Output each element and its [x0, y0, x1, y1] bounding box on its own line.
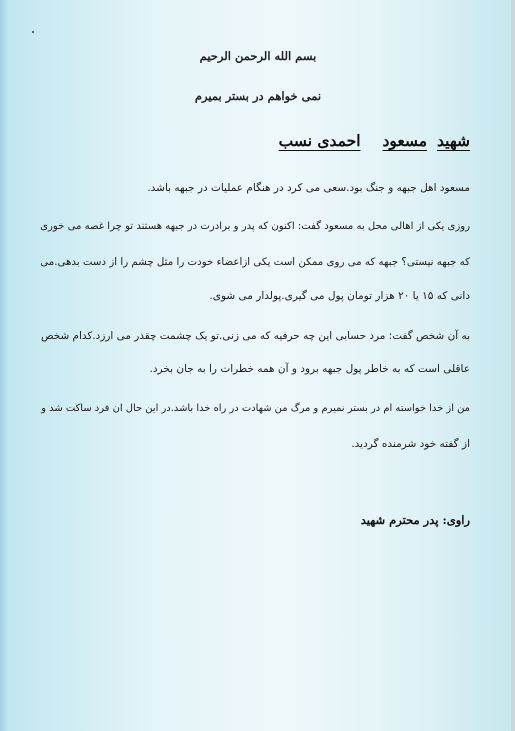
martyr-name-title [279, 131, 470, 150]
paragraph-1-line-1: مسعود اهل جبهه و جنگ بود.سعی می کرد در هنگام عملیات در جبهه باشد. [147, 182, 470, 194]
paragraph-2-line-3: دانی که ۱۵ یا ۲۰ هزار تومان پول می گیری.پولدار می شوی. [209, 290, 470, 302]
scan-edge-left [0, 0, 8, 731]
paragraph-4-line-1: من از خدا خواسته ام در بستر نمیرم و مرگ من شهادت در راه خدا باشد.در این حال ان فرد ساکت شد و [41, 403, 470, 414]
paragraph-2-line-2: که جبهه نیستی؟ جبهه که می روی ممکن است یکی ازاعضاء خودت را مثل چشم را از دست بدهی.می [40, 256, 470, 268]
paragraph-4-line-2: از گفته خود شرمنده گردید. [351, 438, 470, 450]
document-subtitle: نمی خواهم در بستر بمیرم [194, 89, 322, 103]
scan-speck [32, 31, 34, 33]
basmala-heading: بسم الله الرحمن الرحيم [199, 49, 317, 63]
narrator-signature: راوی: پدر محترم شهید [360, 513, 470, 527]
title-last-name: احمدی نسب [278, 131, 361, 150]
paragraph-3-line-1: به آن شخص گفت: مرد حسابی این چه حرفیه که می زنی.تو یک چشمت چقدر می ارزد.کدام شخص [40, 330, 470, 342]
paragraph-3-line-2: عاقلی است که به خاطر پول جبهه برود و آن همه خطرات را به جان بخرد. [149, 363, 470, 375]
scan-edge-right [511, 0, 515, 731]
title-first-name: مسعود [382, 131, 428, 150]
paragraph-2-line-1: روزی یکی از اهالی محل به مسعود گفت: اکنون که پدر و برادرت در جبهه هستند تو چرا غصه می خوری [40, 221, 470, 232]
title-rank: شهید [437, 131, 470, 150]
